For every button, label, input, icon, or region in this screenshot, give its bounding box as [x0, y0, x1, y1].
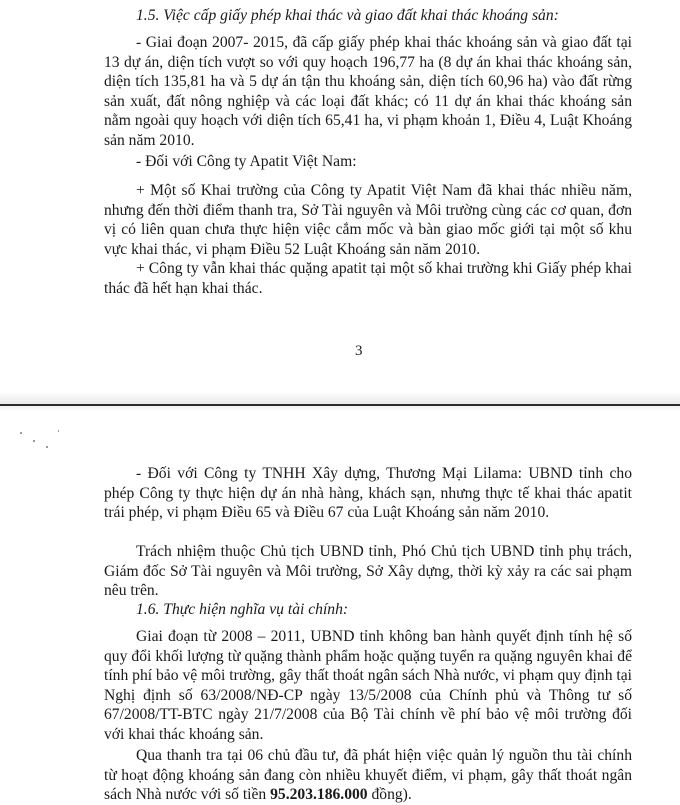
- section-heading-1-6: 1.6. Thực hiện nghĩa vụ tài chính:: [136, 601, 349, 618]
- paragraph-apatit-intro: - Đối với Công ty Apatit Việt Nam:: [136, 153, 357, 170]
- page-separator-line: [0, 404, 680, 406]
- section-heading-1-5: 1.5. Việc cấp giấy phép khai thác và giao đất khai thác khoáng sản:: [136, 7, 559, 24]
- inspection-result-text: Qua thanh tra tại 06 chủ đầu tư, đã phát hiện việc quản lý nguồn thu tài chính từ hoạt động khoáng sản đang còn nhiều khuyết điểm, vi phạm, gây thất thoát ngân sách Nhà nước với số tiền: [104, 747, 632, 804]
- document-page-bottom: [0, 410, 680, 803]
- paragraph-inspection-result: [104, 746, 632, 805]
- scan-speck: [33, 440, 35, 442]
- paragraph-environment-fee: Giai đoạn từ 2008 – 2011, UBND tỉnh không ban hành quyết định tính hệ số quy đổi khối lượng từ quặng thành phẩm hoặc quặng tuyển ra quặng nguyên khai để tính phí bảo vệ môi trường, gây thất thoát ngân sách Nhà nước, vi phạm quy định tại Nghị định số 63/2008/NĐ-CP ngày 13/5/2008 của Chính phủ và Thông tư số 67/2008/TT-BTC ngày 21/7/2008 của Bộ Tài chính về phí bảo vệ môi trường đối với khai thác khoáng sản.: [104, 628, 632, 743]
- paragraph-apatit-boundary: + Một số Khai trường của Công ty Apatit Việt Nam đã khai thác nhiều năm, nhưng đến thời điểm thanh tra, Sở Tài nguyên và Môi trường cùng các cơ quan, đơn vị có liên quan chưa thực hiện việc cắm mốc và bàn giao mốc giới tại một số khu vực khai thác, vi phạm Điều 52 Luật Khoáng sản năm 2010.: [104, 182, 632, 258]
- paragraph-apatit-expired-license: + Công ty vẫn khai thác quặng apatit tại một số khai trường khi Giấy phép khai thác đã hết hạn khai thác.: [104, 260, 632, 297]
- inspection-result-suffix: đồng).: [367, 786, 412, 804]
- scan-speck: [20, 432, 22, 434]
- page-separator-band: [0, 392, 680, 410]
- document-page-top: [0, 0, 680, 392]
- loss-amount: 95.203.186.000: [270, 786, 368, 804]
- paragraph-responsibility: Trách nhiệm thuộc Chủ tịch UBND tỉnh, Phó Chủ tịch UBND tỉnh phụ trách, Giám đốc Sở Tài nguyên và Môi trường, Sở Xây dựng, thời kỳ xảy ra các sai phạm nêu trên.: [104, 543, 632, 600]
- page-number: 3: [355, 343, 363, 359]
- scan-speck: [58, 430, 59, 432]
- paragraph-lilama: - Đối với Công ty TNHH Xây dựng, Thương Mại Lilama: UBND tỉnh cho phép Công ty thực hiện dự án nhà hàng, khách sạn, nhưng thực tế khai thác apatit trái phép, vi phạm Điều 65 và Điều 67 của Luật Khoáng sản năm 2010.: [104, 465, 632, 522]
- scan-speck: [46, 446, 48, 448]
- paragraph-licensing-period: - Giai đoạn 2007- 2015, đã cấp giấy phép khai thác khoáng sản và giao đất tại 13 dự án, diện tích vượt so với quy hoạch 196,77 ha (8 dự án khai thác khoáng sản, diện tích 135,81 ha và 5 dự án tận thu khoáng sản, diện tích 60,96 ha) vào đất rừng sản xuất, đất nông nghiệp và các loại đất khác; có 11 dự án khai thác khoáng sản nằm ngoài quy hoạch với diện tích 65,41 ha, vi phạm khoản 1, Điều 4, Luật Khoáng sản năm 2010.: [104, 34, 632, 149]
